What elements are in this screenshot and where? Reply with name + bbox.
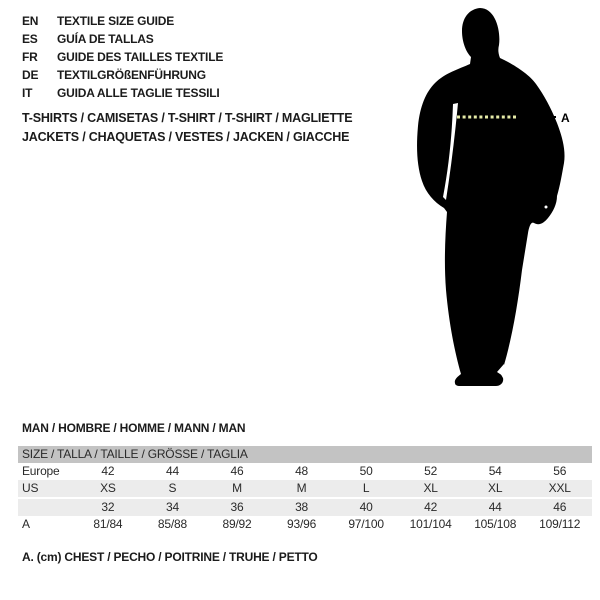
table-row-europe <box>18 463 592 480</box>
lang-row-de <box>22 66 223 84</box>
size-cell: 44 <box>165 464 179 478</box>
size-cell: 48 <box>295 464 309 478</box>
lang-code: IT <box>22 86 33 100</box>
lang-row-it <box>22 84 223 102</box>
measure-label-a: A <box>561 111 570 125</box>
size-cell: 109/112 <box>539 517 581 531</box>
lang-row-fr <box>22 48 223 66</box>
size-cell: 46 <box>553 500 567 514</box>
size-cell: L <box>362 481 370 495</box>
lang-label: GUÍA DE TALLAS <box>57 32 154 46</box>
lang-label: GUIDE DES TAILLES TEXTILE <box>57 50 224 64</box>
size-cell: S <box>168 481 177 495</box>
lang-code: DE <box>22 68 39 82</box>
size-cell: XS <box>100 481 116 495</box>
size-cell: 32 <box>101 500 115 514</box>
size-cell: 105/108 <box>474 517 517 531</box>
size-cell: XXL <box>548 481 571 495</box>
size-cell: 52 <box>424 464 438 478</box>
lang-code: FR <box>22 50 38 64</box>
table-row-chest-a <box>18 516 592 533</box>
row-label: US <box>22 481 39 495</box>
size-cell: M <box>296 481 307 495</box>
row-label: A <box>22 517 30 531</box>
size-cell: M <box>232 481 242 495</box>
table-row-uk <box>18 499 592 516</box>
size-table-header: SIZE / TALLA / TAILLE / GRÖSSE / TAGLIA <box>18 446 592 463</box>
size-table <box>18 446 592 533</box>
size-cell: 38 <box>295 500 309 514</box>
row-label: Europe <box>22 464 60 478</box>
size-cell: 97/100 <box>348 517 384 531</box>
section-title: MAN / HOMBRE / HOMME / MANN / MAN <box>22 421 246 435</box>
size-cell: 42 <box>101 464 115 478</box>
man-silhouette <box>417 8 564 386</box>
lang-code: EN <box>22 14 39 28</box>
lang-label: TEXTILE SIZE GUIDE <box>57 14 175 28</box>
size-cell: 36 <box>230 500 244 514</box>
category-tshirts: T-SHIRTS / CAMISETAS / T-SHIRT / T-SHIRT / MAGLIETTE <box>22 111 353 125</box>
lang-row-es <box>22 30 223 48</box>
size-cell: 50 <box>359 464 373 478</box>
size-cell: 85/88 <box>157 517 187 531</box>
category-lines <box>22 109 352 147</box>
size-cell: 93/96 <box>287 517 317 531</box>
table-row-us <box>18 480 592 499</box>
size-cell: 42 <box>424 500 438 514</box>
lang-label: GUIDA ALLE TAGLIE TESSILI <box>57 86 220 100</box>
size-cell: XL <box>488 481 503 495</box>
size-cell: 34 <box>165 500 179 514</box>
size-cell: XL <box>423 481 438 495</box>
row-label <box>18 499 76 516</box>
lang-code: ES <box>22 32 38 46</box>
lang-label: TEXTILGRÖßENFÜHRUNG <box>57 68 206 82</box>
hand-highlight <box>545 206 548 209</box>
size-cell: 40 <box>359 500 373 514</box>
lang-row-en <box>22 12 223 30</box>
category-jackets: JACKETS / CHAQUETAS / VESTES / JACKEN / GIACCHE <box>22 130 350 144</box>
size-cell: 54 <box>488 464 502 478</box>
measurement-footnote: A. (cm) CHEST / PECHO / POITRINE / TRUHE / PETTO <box>22 550 318 564</box>
size-cell: 89/92 <box>222 517 252 531</box>
language-list <box>22 12 223 102</box>
man-silhouette-figure <box>410 0 600 400</box>
size-cell: 56 <box>553 464 567 478</box>
size-cell: 101/104 <box>409 517 452 531</box>
size-cell: 81/84 <box>93 517 123 531</box>
size-cell: 46 <box>230 464 244 478</box>
size-cell: 44 <box>488 500 502 514</box>
